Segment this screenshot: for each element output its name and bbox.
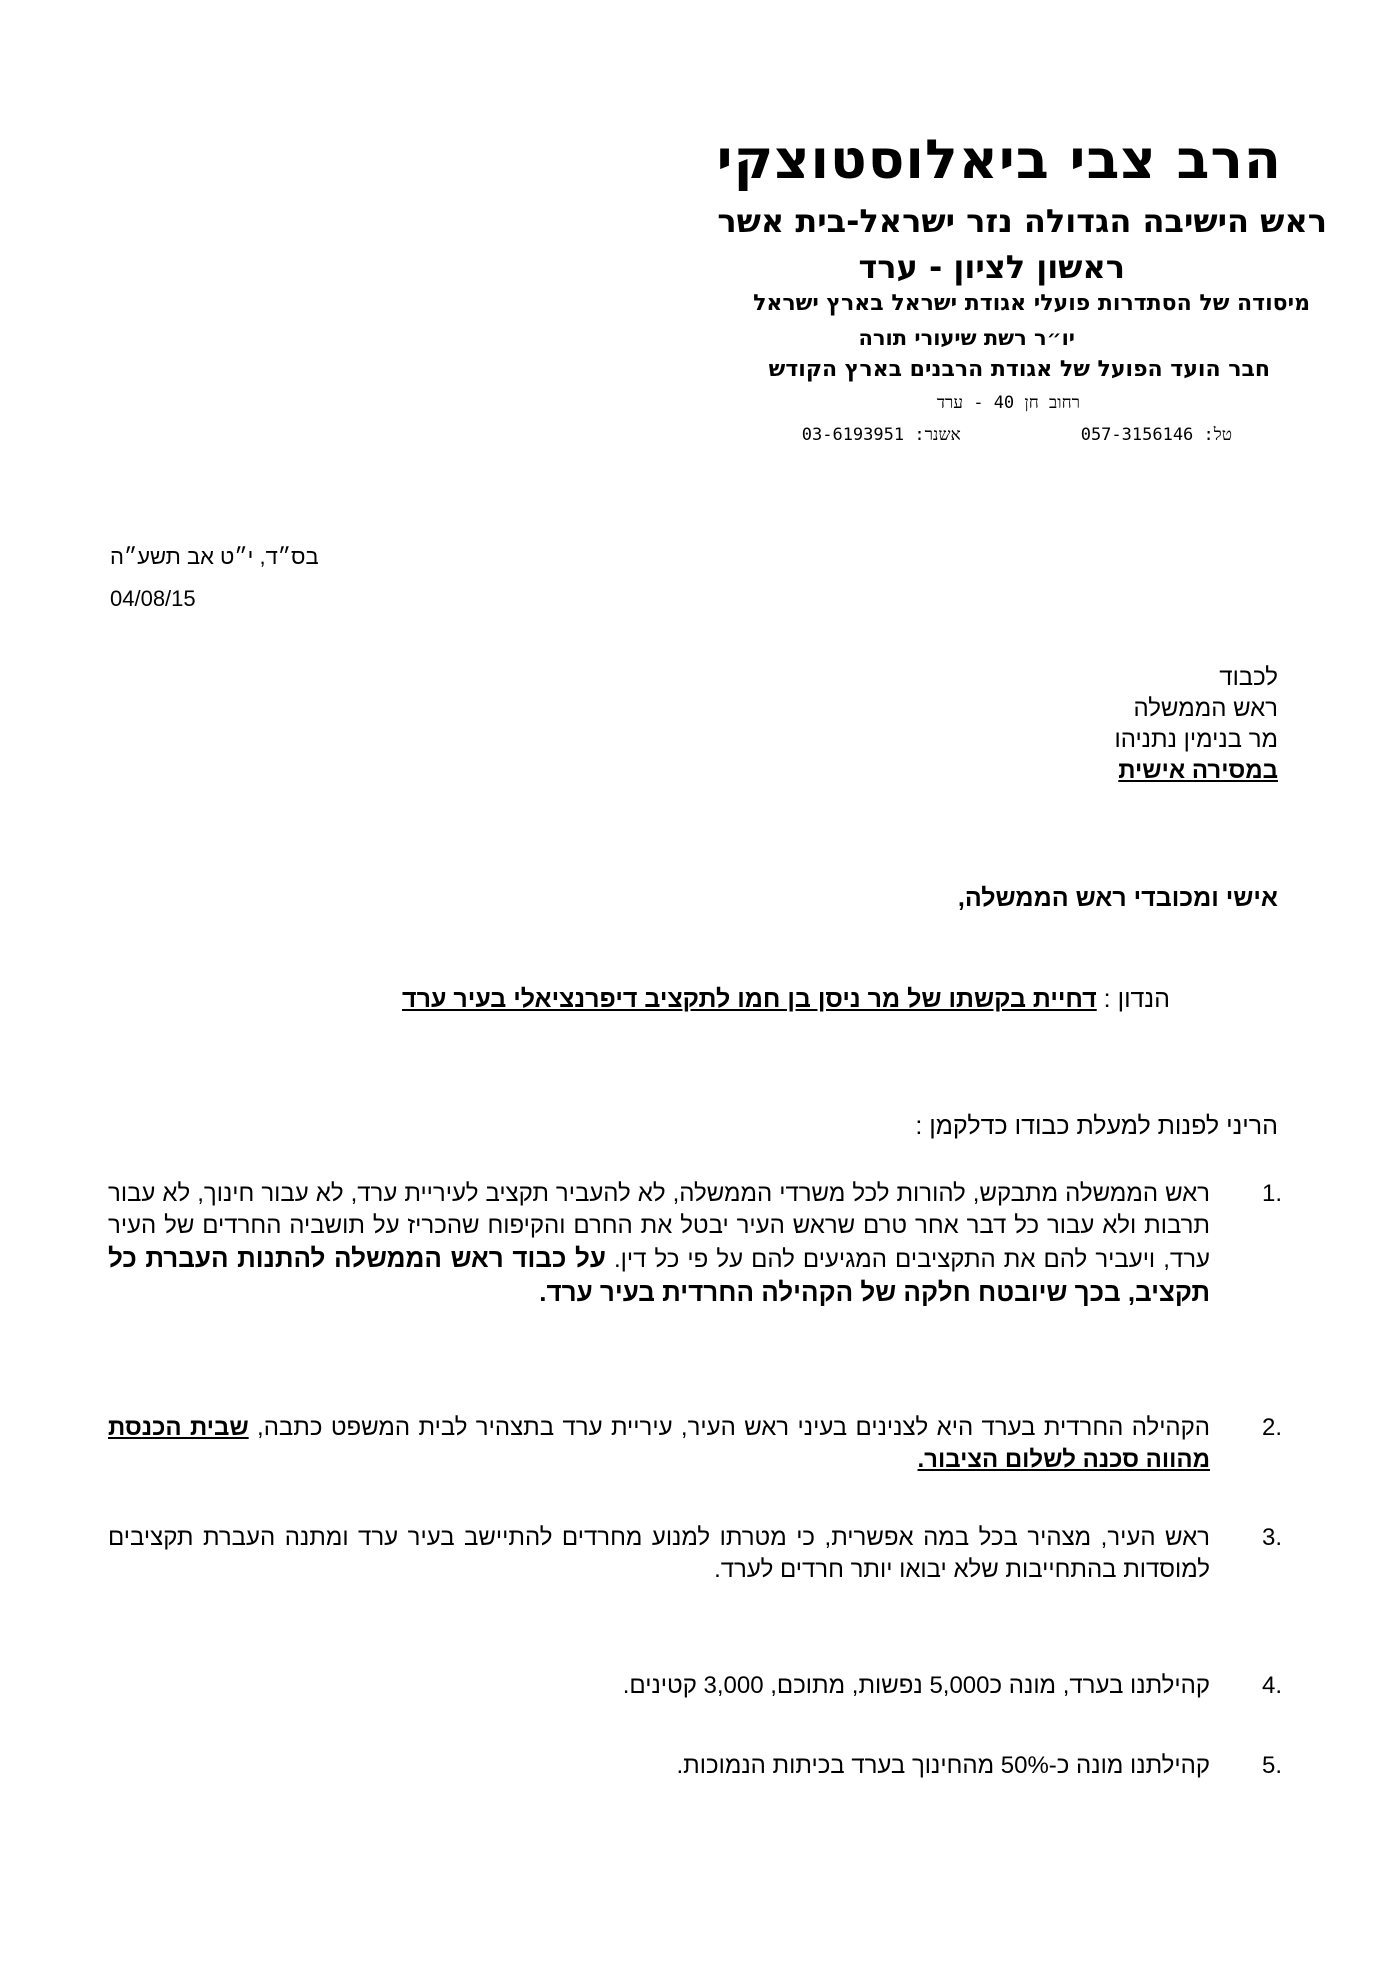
intro-line: הריני לפנות למעלת כבודו כדלקמן : (915, 1112, 1278, 1140)
letterhead-city: ראשון לציון - ערד (858, 248, 1125, 286)
date-numeric: 04/08/15 (110, 586, 196, 611)
letterhead-chair-line: יו״ר רשת שיעורי תורה (858, 326, 1075, 350)
list-item (622, 1670, 1282, 1702)
letterhead-name: הרב צבי ביאלוסטוצקי (716, 128, 1282, 191)
recipient-line: לכבוד (1219, 664, 1278, 691)
item-text: ראש העיר, מצהיר בכל במה אפשרית, כי מטרתו למנוע מחרדים להתיישב בעיר ערד ומתנה העברת תקציבים למוסדות בהתחייבות שלא יבואו יותר חרדים לערד. (108, 1524, 1210, 1583)
subject-label: הנדון : (1096, 985, 1170, 1013)
item-text: הקהילה החרדית בערד היא לצנינים בעיני ראש העיר, עיריית ערד בתצהיר לבית המשפט כתבה, (248, 1414, 1211, 1441)
letterhead-title: ראש הישיבה הגדולה נזר ישראל-בית אשר (717, 202, 1327, 240)
letterhead-founder-line: מיסודה של הסתדרות פועלי אגודת ישראל בארץ ישראל (753, 291, 1310, 316)
item-number: 2. (1261, 1414, 1282, 1441)
letterhead-member-line: חבר הועד הפועל של אגודת הרבנים בארץ הקודש (768, 357, 1270, 382)
item-bold-text: על כבוד ראש הממשלה להתנות העברת כל תקציב, בכך שיובטח חלקה של הקהילה החרדית בעיר ערד. (108, 1243, 1210, 1307)
letterhead-contacts (802, 425, 1232, 445)
subject-text: דחיית בקשתו של מר ניסן בן חמו לתקציב דיפרנציאלי בעיר ערד (402, 985, 1097, 1013)
item-text: קהילתנו מונה כ-50% מהחינוך בערד בכיתות הנמוכות. (676, 1752, 1210, 1779)
item-number: 5. (1261, 1752, 1282, 1779)
letterhead-phone: טל: 057-3156146 (1080, 425, 1232, 445)
letterhead-fax: אשנר: 03-6193951 (801, 425, 961, 445)
recipient-line: ראש הממשלה (1133, 695, 1278, 722)
item-number: 1. (1261, 1180, 1282, 1207)
item-text: קהילתנו בערד, מונה כ5,000 נפשות, מתוכם, 3,000 קטינים. (622, 1672, 1210, 1699)
list-item (108, 1178, 1282, 1310)
recipient-delivery-note: במסירה אישית (1118, 757, 1278, 784)
subject-line (402, 985, 1170, 1014)
item-underlined-text: שבית הכנסת מהווה סכנה לשלום הציבור. (108, 1414, 1210, 1473)
list-item (108, 1522, 1282, 1586)
item-number: 4. (1261, 1672, 1282, 1699)
greeting: אישי ומכובדי ראש הממשלה, (957, 884, 1278, 912)
date-hebrew: בס״ד, י״ט אב תשע״ה (110, 544, 319, 569)
list-item (108, 1412, 1282, 1476)
item-text: ראש הממשלה מתבקש, להורות לכל משרדי הממשלה, לא להעביר תקציב לעיריית ערד, לא עבור חינוך, לא עבור תרבות ולא עבור כל דבר אחר טרם שראש העיר יבטל את החרם והקיפוח שהכריז על תושביה החרדים של העיר ערד, ויעביר להם את התקציבים המגיעים להם על פי כל דין. (108, 1180, 1210, 1273)
recipient-block (1114, 662, 1278, 786)
list-item (676, 1750, 1282, 1782)
recipient-line: מר בנימין נתניהו (1114, 726, 1278, 753)
letterhead-address: רחוב חן 40 - ערד (936, 393, 1080, 413)
item-number: 3. (1261, 1524, 1282, 1551)
